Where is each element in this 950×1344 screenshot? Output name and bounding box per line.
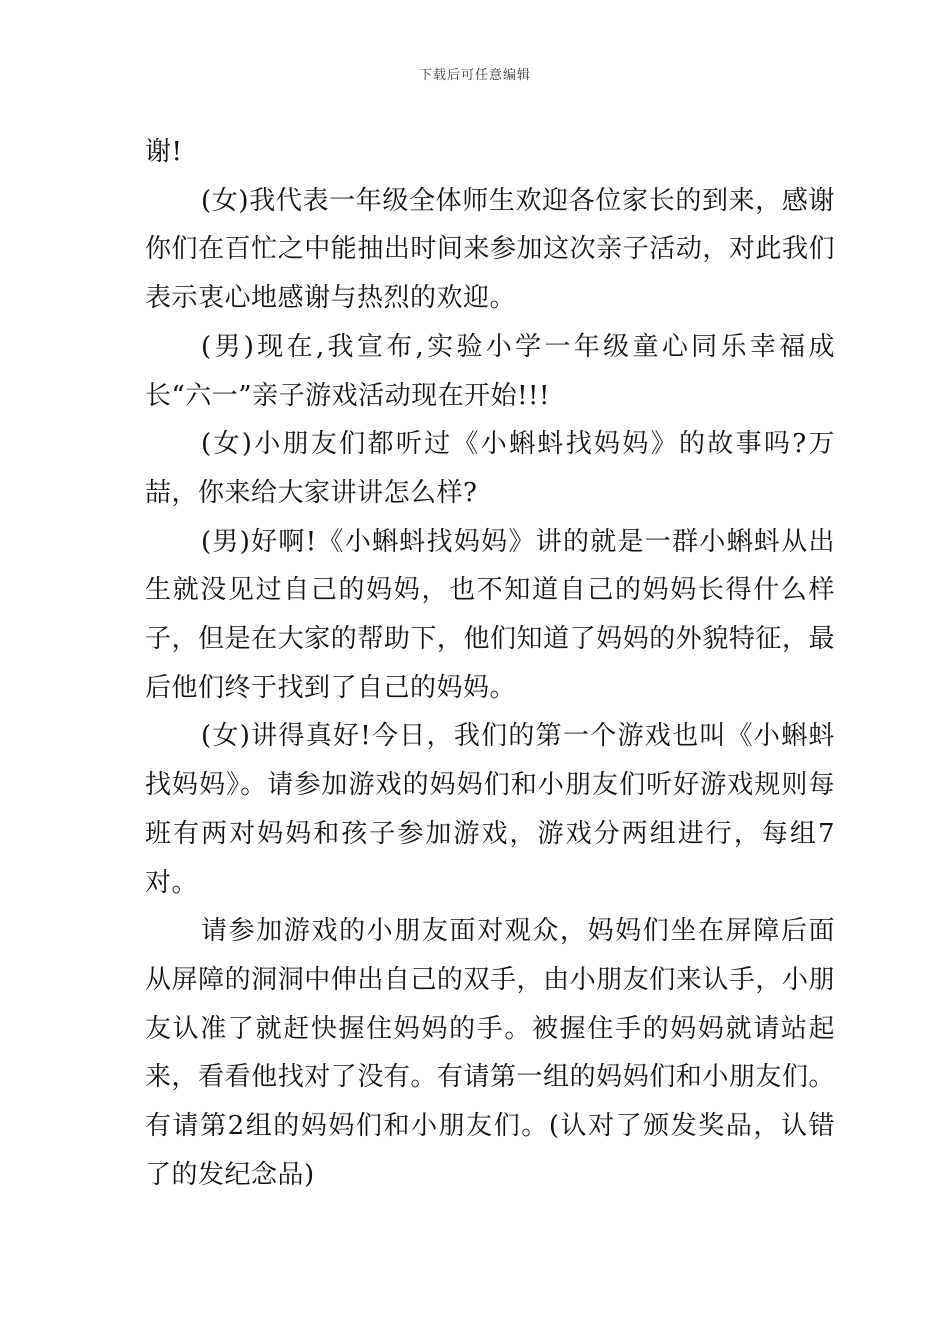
paragraph-7: 请参加游戏的小朋友面对观众，妈妈们坐在屏障后面从屏障的洞洞中伸出自己的双手，由小朋友们来认手，小朋友认准了就赶快握住妈妈的手。被握住手的妈妈就请站起来，看看他找对了没有。有请第一组的妈妈们和小朋友们。有请第2组的妈妈们和小朋友们。(认对了颁发奖品，认错了的发纪念品) bbox=[145, 916, 835, 1190]
paragraph-5: (男)好啊!《小蝌蚪找妈妈》讲的就是一群小蝌蚪从出生就没见过自己的妈妈，也不知道自己的妈妈长得什么样子，但是在大家的帮助下，他们知道了妈妈的外貌特征，最后他们终于找到了自己的妈妈。 bbox=[145, 526, 835, 703]
paragraph-6: (女)讲得真好!今日，我们的第一个游戏也叫《小蝌蚪找妈妈》。请参加游戏的妈妈们和小朋友们听好游戏规则每班有两对妈妈和孩子参加游戏，游戏分两组进行，每组7对。 bbox=[145, 721, 835, 898]
paragraph-3: (男)现在,我宣布,实验小学一年级童心同乐幸福成长“六一”亲子游戏活动现在开始!!! bbox=[145, 331, 835, 411]
paragraph-4: (女)小朋友们都听过《小蝌蚪找妈妈》的故事吗?万喆，你来给大家讲讲怎么样? bbox=[145, 429, 835, 508]
document-body bbox=[145, 128, 835, 1199]
page-header: 下载后可任意编辑 bbox=[418, 68, 531, 83]
paragraph-1: 谢! bbox=[145, 137, 183, 167]
paragraph-2: (女)我代表一年级全体师生欢迎各位家长的到来，感谢你们在百忙之中能抽出时间来参加这次亲子活动，对此我们表示衷心地感谢与热烈的欢迎。 bbox=[145, 185, 835, 314]
